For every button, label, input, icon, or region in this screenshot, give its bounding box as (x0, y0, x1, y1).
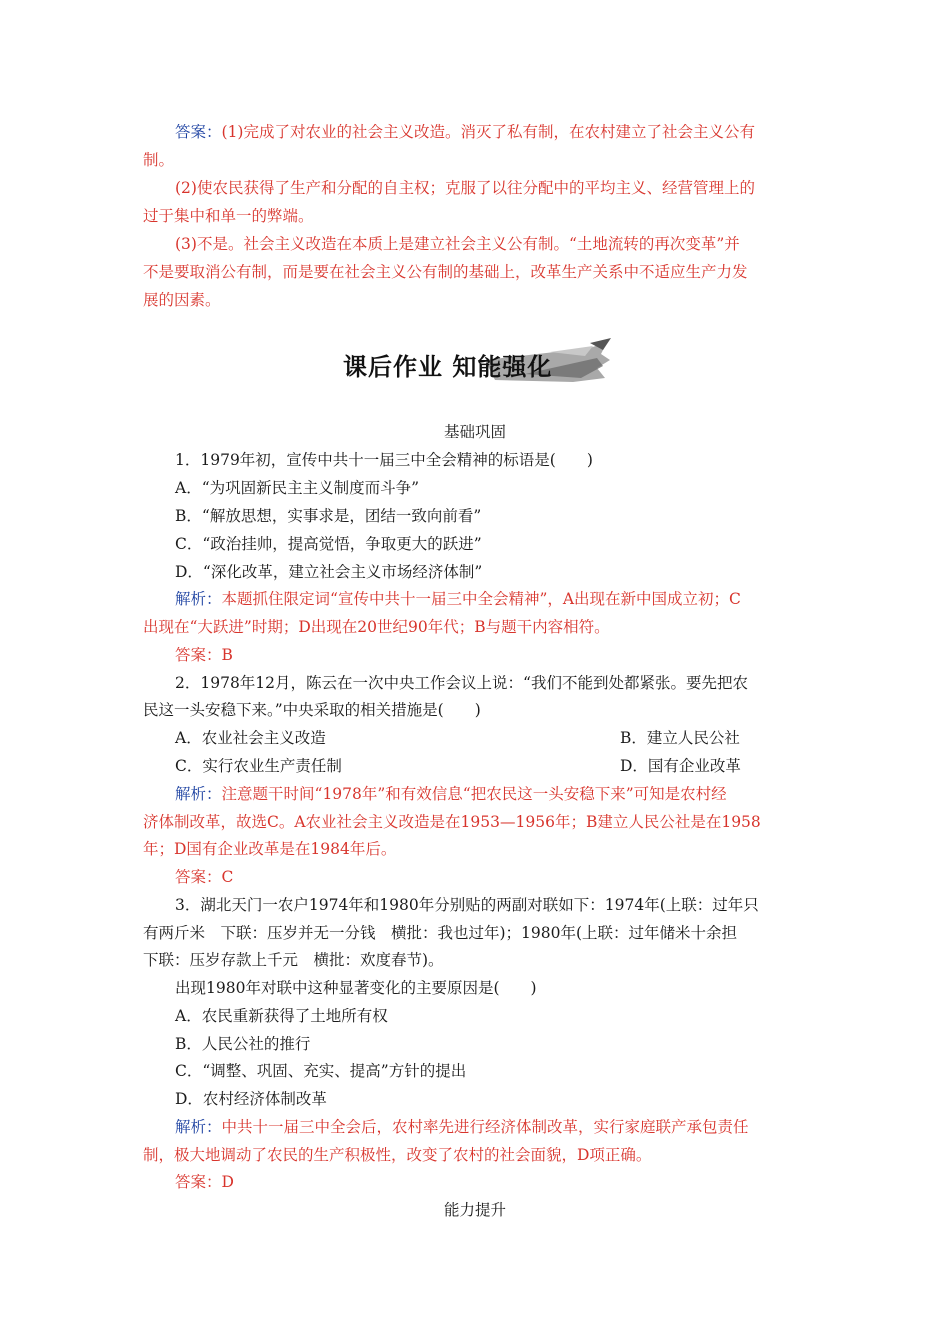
q3-explanation-line-1: 解析：中共十一届三中全会后，农村率先进行经济体制改革，实行家庭联产承包责任 (175, 1118, 749, 1136)
q3-answer: 答案：D (175, 1173, 234, 1191)
explanation-label: 解析： (175, 785, 222, 803)
prev-answer-line-2: 制。 (143, 151, 175, 169)
q1-option-b: B．“解放思想，实事求是，团结一致向前看” (175, 507, 482, 525)
q2-answer: 答案：C (175, 868, 234, 886)
prev-answer-line-3: (2)使农民获得了生产和分配的自主权；克服了以往分配中的平均主义、经营管理上的 (175, 179, 755, 197)
q2-option-a: A．农业社会主义改造 (175, 729, 326, 747)
banner-title: 课后作业 知能强化 (343, 353, 553, 381)
q3-option-a: A．农民重新获得了土地所有权 (175, 1007, 388, 1025)
section-title-basic: 基础巩固 (443, 423, 506, 441)
q1-option-d: D．“深化改革，建立社会主义市场经济体制” (175, 563, 483, 581)
prev-answer-line-7: 展的因素。 (143, 291, 221, 309)
q2-explanation-line-3: 年；D国有企业改革是在1984年后。 (143, 840, 397, 858)
q2-stem-line-1: 2．1978年12月，陈云在一次中央工作会议上说：“我们不能到处都紧张。要先把农 (175, 674, 748, 692)
prev-answer-line-1: 答案：(1)完成了对农业的社会主义改造。消灭了私有制，在农村建立了社会主义公有 (175, 123, 755, 141)
q1-explanation-line-2: 出现在“大跃进”时期；D出现在20世纪90年代；B与题干内容相符。 (143, 618, 610, 636)
q3-stem-line-2: 有两斤米 下联：压岁并无一分钱 横批：我也过年)；1980年(上联：过年储米十余担 (143, 924, 738, 942)
answer-label: 答案： (175, 123, 222, 141)
q2-option-b: B．建立人民公社 (620, 729, 740, 747)
q2-explanation-line-1: 解析：注意题干时间“1978年”和有效信息“把农民这一头安稳下来”可知是农村经 (175, 785, 727, 803)
q3-explanation-line-2: 制，极大地调动了农民的生产积极性，改变了农村的社会面貌，D项正确。 (143, 1146, 652, 1164)
q2-stem-line-2: 民这一头安稳下来。”中央采取的相关措施是( ) (143, 701, 481, 719)
q3-option-d: D．农村经济体制改革 (175, 1090, 327, 1108)
q3-stem-line-4: 出现1980年对联中这种显著变化的主要原因是( ) (175, 979, 537, 997)
prev-answer-line-4: 过于集中和单一的弊端。 (143, 207, 314, 225)
q1-explanation-line-1: 解析：本题抓住限定词“宣传中共十一届三中全会精神”，A出现在新中国成立初；C (175, 590, 741, 608)
q2-option-c: C．实行农业生产责任制 (175, 757, 342, 775)
q1-stem: 1．1979年初，宣传中共十一届三中全会精神的标语是( ) (175, 451, 593, 469)
q3-stem-line-1: 3．湖北天门一农户1974年和1980年分别贴的两副对联如下：1974年(上联：过年只 (175, 896, 759, 914)
q3-option-b: B．人民公社的推行 (175, 1035, 311, 1053)
explanation-label: 解析： (175, 590, 222, 608)
prev-answer-line-6: 不是要取消公有制，而是要在社会主义公有制的基础上，改革生产关系中不适应生产力发 (143, 263, 748, 281)
section-title-ability: 能力提升 (443, 1201, 506, 1219)
q3-option-c: C．“调整、巩固、充实、提高”方针的提出 (175, 1062, 467, 1080)
q1-option-c: C．“政治挂帅，提高觉悟，争取更大的跃进” (175, 535, 482, 553)
q2-options-row-1 (175, 728, 811, 748)
q3-stem-line-3: 下联：压岁存款上千元 横批：欢度春节)。 (143, 951, 444, 969)
q2-options-row-2 (175, 756, 811, 776)
section-banner (335, 338, 615, 388)
q2-option-d: D．国有企业改革 (620, 757, 741, 775)
q1-option-a: A．“为巩固新民主主义制度而斗争” (175, 479, 420, 497)
q1-answer: 答案：B (175, 646, 233, 664)
prev-answer-line-5: (3)不是。社会主义改造在本质上是建立社会主义公有制。“土地流转的再次变革”并 (175, 235, 740, 253)
q2-explanation-line-2: 济体制改革，故选C。A农业社会主义改造是在1953—1956年；B建立人民公社是在1958 (143, 813, 761, 831)
explanation-label: 解析： (175, 1118, 222, 1136)
